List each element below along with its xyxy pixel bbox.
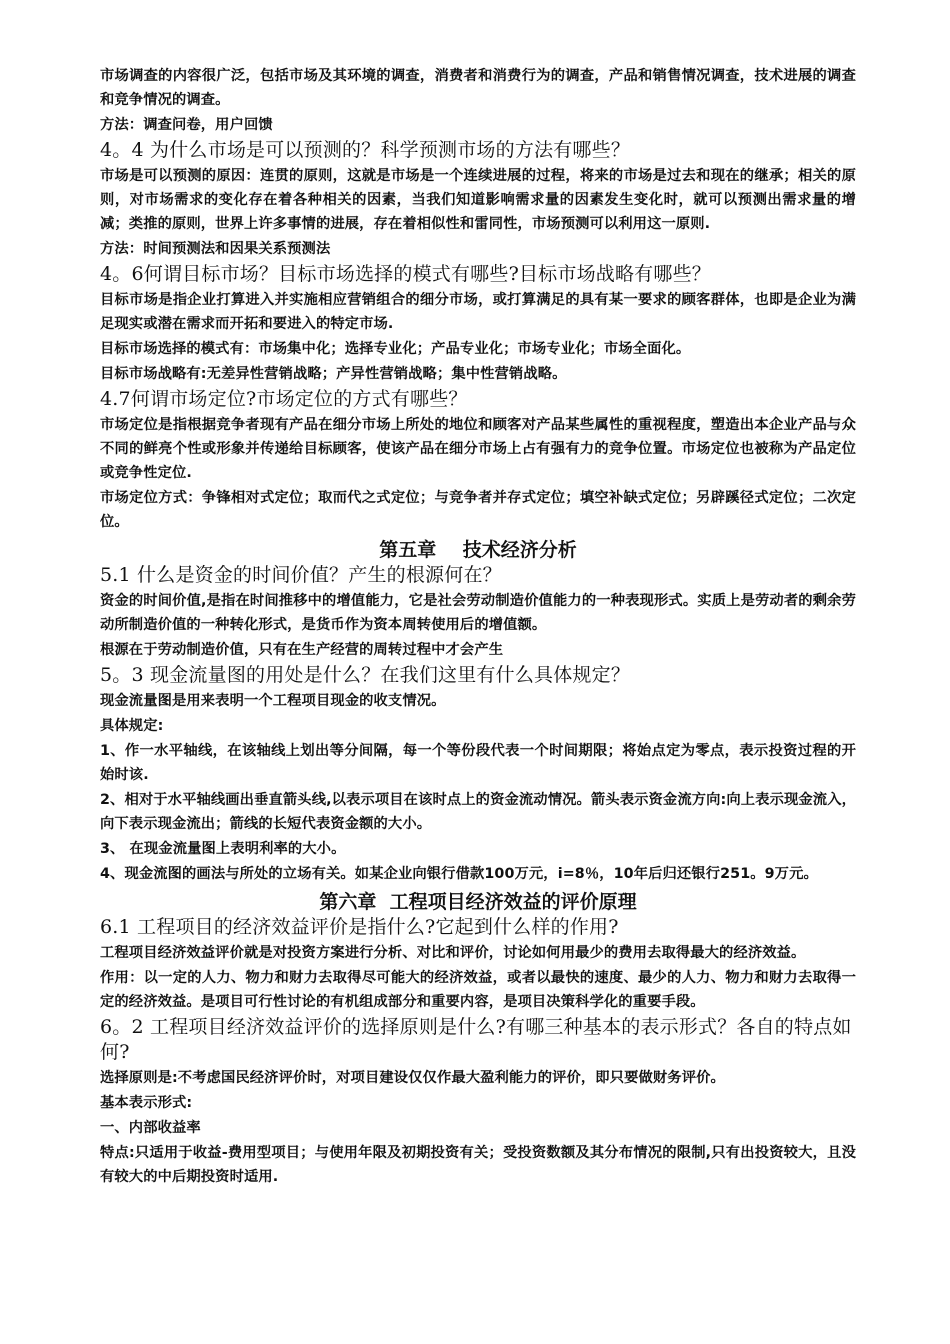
chapter-heading-6: 第六章 工程项目经济效益的评价原理 (319, 891, 637, 913)
question-heading-4-7: 4.7何谓市场定位?市场定位的方式有哪些？ (100, 388, 468, 410)
chapter-heading-5: 第五章 技术经济分析 (379, 539, 577, 561)
paragraph-selection-principle: 选择原则是:不考虑国民经济评价时，对项目建设仅仅作最大盈利能力的评价，即只要做财务评价。 (100, 1070, 725, 1086)
paragraph-basic-forms-label: 基本表示形式: (100, 1095, 193, 1111)
paragraph-target-market-modes: 目标市场选择的模式有：市场集中化；选择专业化；产品专业化；市场专业化；市场全面化。 (100, 341, 691, 357)
question-heading-6-2: 6。2 工程项目经济效益评价的选择原则是什么?有哪三种基本的表示形式？各自的特点如何? (100, 1016, 852, 1063)
paragraph-rules-label: 具体规定: (100, 718, 164, 734)
paragraph-positioning-methods: 市场定位方式：争锋相对式定位；取而代之式定位；与竞争者并存式定位；填空补缺式定位；另辟蹊径式定位；二次定位。 (100, 490, 856, 530)
list-item-rule-3: 3、 在现金流量图上表明利率的大小。 (100, 841, 346, 857)
paragraph-cash-flow-purpose: 现金流量图是用来表明一个工程项目现金的收支情况。 (100, 693, 446, 709)
list-item-rule-2: 2、相对于水平轴线画出垂直箭头线,以表示项目在该时点上的资金流动情况。箭头表示资金流方向:向上表示现金流入，向下表示现金流出；箭线的长短代表资金额的大小。 (100, 792, 856, 832)
paragraph-evaluation-role: 作用：以一定的人力、物力和财力去取得尽可能大的经济效益，或者以最快的速度、最少的人力、物力和财力去取得一定的经济效益。是项目可行性讨论的有机组成部分和重要内容，是项目决策科学化的重要手段。 (100, 970, 856, 1010)
paragraph-survey-methods: 方法：调查问卷，用户回馈 (100, 117, 273, 133)
paragraph-forecast-reasons: 市场是可以预测的原因：连贯的原则，这就是市场是一个连续进展的过程，将来的市场是过去和现在的继承；相关的原则，对市场需求的变化存在着各种相关的因素，当我们知道影响需求量的因素发生变化时，就可以预测出需求量的增减；类推的原则，世界上许多事情的进展，存在着相似性和雷同性，市场预测可以利用这一原则. (100, 168, 856, 232)
paragraph-positioning-definition: 市场定位是指根据竞争者现有产品在细分市场上所处的地位和顾客对产品某些属性的重视程度，塑造出本企业产品与众不同的鲜亮个性或形象并传递给目标顾客，使该产品在细分市场上占有强有力的竞争位置。市场定位也被称为产品定位或竞争性定位. (100, 417, 856, 481)
question-heading-5-3: 5。3 现金流量图的用处是什么？在我们这里有什么具体规定？ (100, 664, 631, 686)
question-heading-4-4: 4。4 为什么市场是可以预测的？科学预测市场的方法有哪些？ (100, 139, 631, 161)
list-item-rule-1: 1、作一水平轴线，在该轴线上划出等分间隔，每一个等份段代表一个时间期限；将始点定为零点，表示投资过程的开始时该. (100, 743, 856, 783)
list-item-irr: 一、内部收益率 (100, 1120, 201, 1136)
paragraph-irr-features: 特点:只适用于收益-费用型项目；与使用年限及初期投资有关；受投资数额及其分布情况的限制,只有出投资较大，且没有较大的中后期投资时适用. (100, 1145, 856, 1185)
question-heading-4-6: 4。6何谓目标市场？目标市场选择的模式有哪些?目标市场战略有哪些？ (100, 263, 711, 285)
paragraph-target-market-strategies: 目标市场战略有:无差异性营销战略；产异性营销战略；集中性营销战略。 (100, 366, 567, 382)
paragraph-forecast-methods: 方法：时间预测法和因果关系预测法 (100, 241, 331, 257)
question-heading-6-1: 6.1 工程项目的经济效益评价是指什么?它起到什么样的作用? (100, 916, 619, 938)
paragraph-target-market-definition: 目标市场是指企业打算进入并实施相应营销组合的细分市场，或打算满足的具有某一要求的顾客群体，也即是企业为满足现实或潜在需求而开拓和要进入的特定市场. (100, 292, 856, 332)
paragraph-time-value-definition: 资金的时间价值,是指在时间推移中的增值能力，它是社会劳动制造价值能力的一种表现形式。实质上是劳动者的剩余劳动所制造价值的一种转化形式，是货币作为资本周转使用后的增值额。 (100, 593, 856, 633)
paragraph-market-survey-content: 市场调查的内容很广泛，包括市场及其环境的调查，消费者和消费行为的调查，产品和销售情况调查，技术进展的调查和竞争情况的调查。 (100, 68, 856, 108)
paragraph-time-value-origin: 根源在于劳动制造价值，只有在生产经营的周转过程中才会产生 (100, 642, 504, 658)
question-heading-5-1: 5.1 什么是资金的时间价值？产生的根源何在？ (100, 564, 502, 586)
paragraph-evaluation-definition: 工程项目经济效益评价就是对投资方案进行分析、对比和评价，讨论如何用最少的费用去取得最大的经济效益。 (100, 945, 806, 961)
document-page (100, 64, 856, 1190)
list-item-rule-4: 4、现金流图的画法与所处的立场有关。如某企业向银行借款100万元，i=8％，10年后归还银行251。9万元。 (100, 866, 818, 882)
